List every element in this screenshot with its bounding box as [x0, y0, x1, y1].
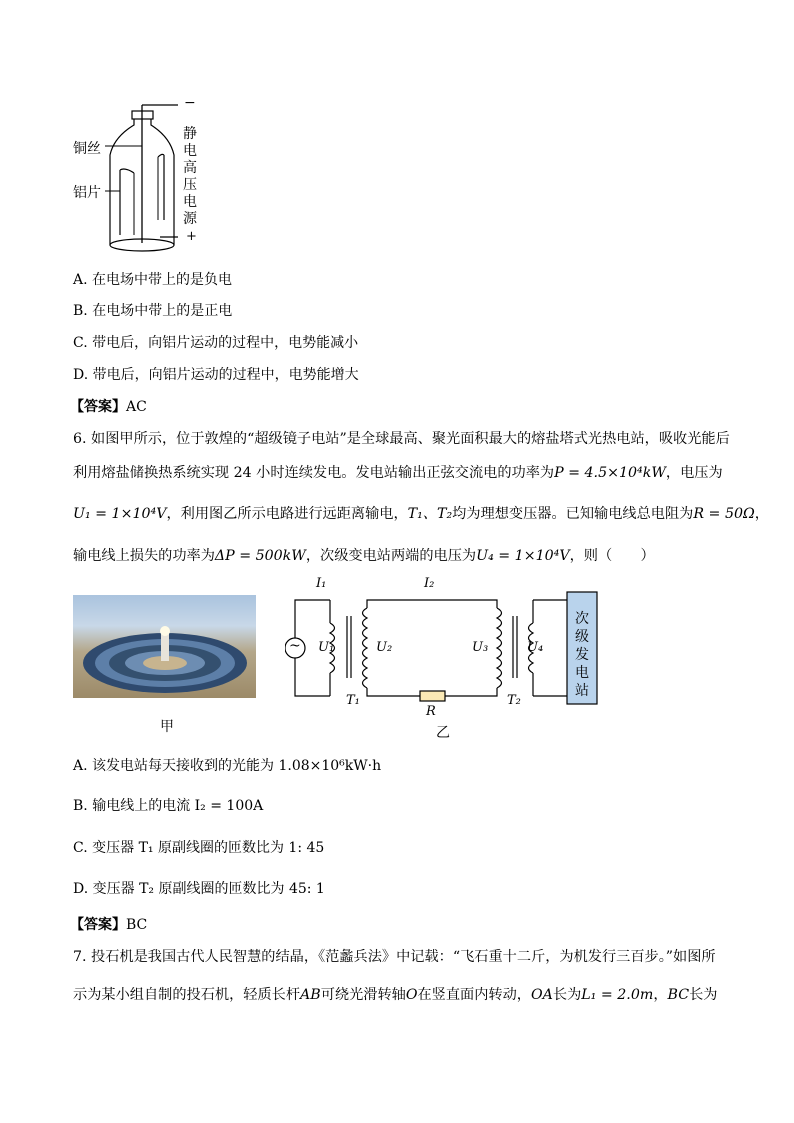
- q6-answer: 【答案】BC: [70, 917, 148, 933]
- q6-option-b: B. 输电线上的电流 I₂ = 100A: [73, 798, 264, 814]
- label-T2: T₂: [507, 693, 521, 708]
- plus-terminal: +: [186, 229, 197, 244]
- label-U4: U₄: [527, 640, 544, 655]
- label-I2: I₂: [424, 576, 435, 591]
- ac-source-symbol: ~: [289, 638, 301, 654]
- copper-wire-label: 铜丝: [73, 141, 101, 157]
- label-T1: T₁: [346, 693, 360, 708]
- caption-yi: 乙: [436, 725, 450, 741]
- transmission-circuit: [285, 578, 605, 738]
- label-U3: U₃: [472, 640, 489, 655]
- q7-line-1: 7. 投石机是我国古代人民智慧的结晶，《范蠡兵法》中记载：“飞石重十二斤，为机发行三百步。”如图所: [73, 949, 716, 965]
- label-U2: U₂: [376, 640, 393, 655]
- q6-option-a: A. 该发电站每天接收到的光能为 1.08×10⁶kW·h: [73, 758, 382, 774]
- solar-plant-photo: [73, 595, 256, 698]
- power-supply-label: 静电高压电源: [183, 126, 197, 227]
- label-U1: U₁: [318, 640, 335, 655]
- q6-line-1: 6. 如图甲所示，位于敦煌的“超级镜子电站”是全球最高、聚光面积最大的熔盐塔式光热电站，吸收光能后: [73, 431, 730, 447]
- substation-label: 次级发电站: [575, 611, 589, 699]
- q6-option-c: C. 变压器 T₁ 原副线圈的匝数比为 1: 45: [73, 840, 325, 856]
- q5-option-d: D. 带电后，向铝片运动的过程中，电势能增大: [73, 367, 359, 383]
- q5-option-c: C. 带电后，向铝片运动的过程中，电势能减小: [73, 335, 359, 351]
- q6-option-d: D. 变压器 T₂ 原副线圈的匝数比为 45: 1: [73, 881, 325, 897]
- caption-jia: 甲: [160, 719, 174, 735]
- q7-line-2: 示为某小组自制的投石机，轻质长杆AB可绕光滑转轴O在竖直面内转动，OA长为L₁ = 2.0m，BC长为: [73, 987, 718, 1003]
- q6-line-2: 利用熔盐储换热系统实现 24 小时连续发电。发电站输出正弦交流电的功率为P = 4.5×10⁴kW，电压为: [73, 465, 723, 481]
- minus-terminal: −: [184, 95, 196, 111]
- label-I1: I₁: [316, 576, 327, 591]
- aluminum-sheet-label: 铝片: [73, 185, 101, 201]
- label-R: R: [426, 704, 436, 719]
- q5-option-a: A. 在电场中带上的是负电: [73, 272, 233, 288]
- q5-option-b: B. 在电场中带上的是正电: [73, 303, 233, 319]
- bottle-diagram: [70, 95, 230, 260]
- q6-line-4: 输电线上损失的功率为ΔP = 500kW，次级变电站两端的电压为U₄ = 1×10⁴V，则（ ）: [73, 548, 655, 564]
- q5-answer: 【答案】AC: [70, 399, 147, 415]
- q6-line-3: U₁ = 1×10⁴V，利用图乙所示电路进行远距离输电，T₁、T₂均为理想变压器。已知输电线总电阻为R = 50Ω，: [73, 506, 769, 522]
